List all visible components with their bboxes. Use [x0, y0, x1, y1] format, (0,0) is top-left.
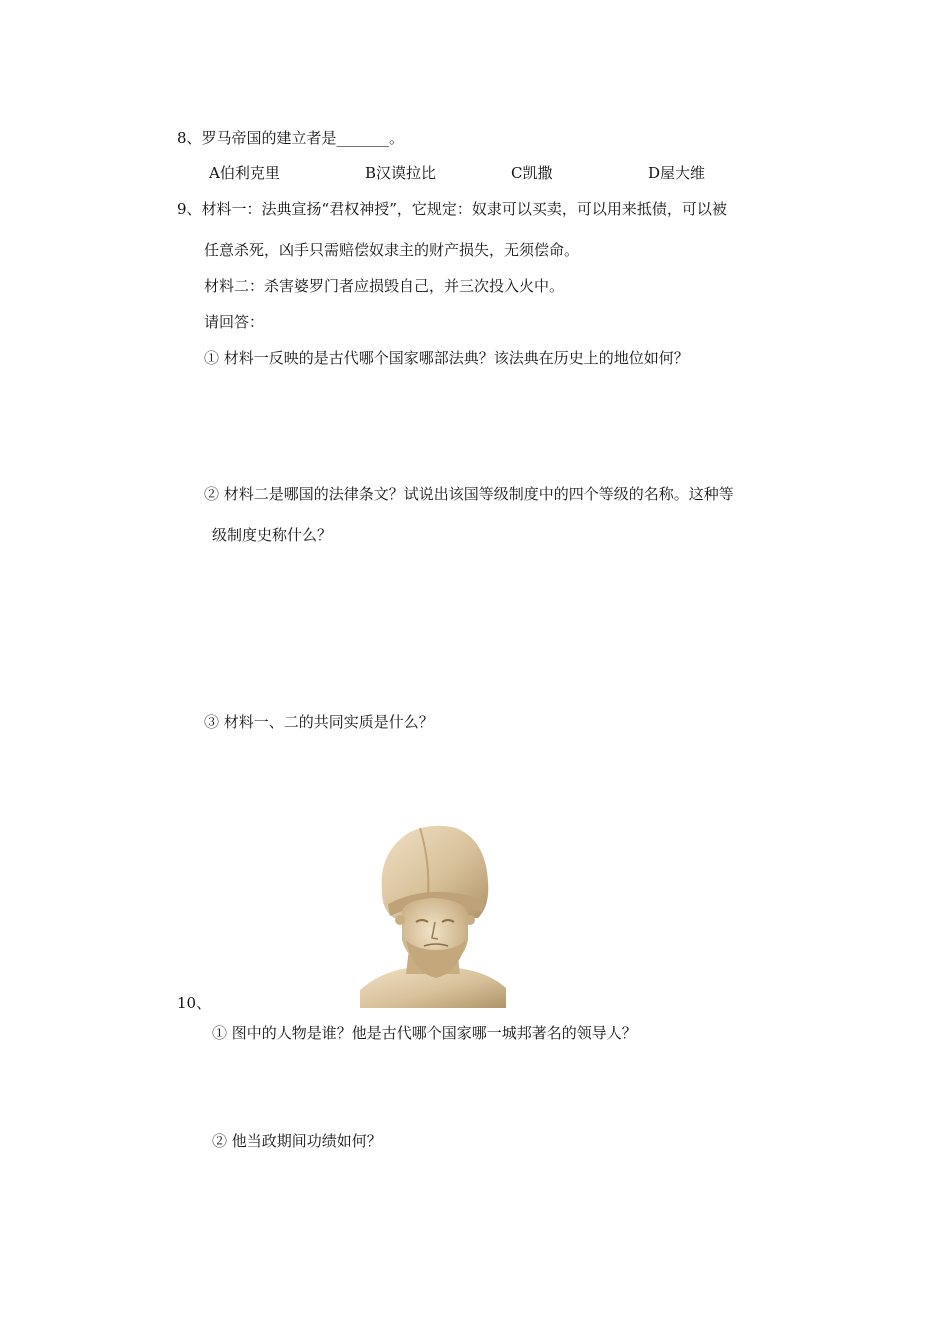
q10-sub2: ② 他当政期间功绩如何？ — [212, 1132, 382, 1150]
q10-sub1: ① 图中的人物是谁？他是古代哪个国家哪一城邦著名的领导人？ — [212, 1024, 637, 1042]
q9-sub2-line1: ② 材料二是哪国的法律条文？试说出该国等级制度中的四个等级的名称。这种等 — [204, 485, 734, 503]
q9-material1-line1: 9、材料一：法典宣扬“君权神授”，它规定：奴隶可以买卖，可以用来抵债，可以被 — [177, 200, 727, 218]
q9-sub2-line2: 级制度史称什么？ — [212, 526, 333, 544]
q9-material2: 材料二：杀害婆罗门者应损毁自己，并三次投入火中。 — [204, 277, 565, 295]
q9-prompt: 请回答： — [204, 313, 265, 331]
q8-option-d: D屋大维 — [648, 164, 706, 182]
q9-sub3: ③ 材料一、二的共同实质是什么？ — [204, 713, 434, 731]
pericles-bust-image — [360, 822, 506, 1008]
q8-stem: 8、罗马帝国的建立者是_______。 — [177, 129, 405, 147]
q9-sub1: ① 材料一反映的是古代哪个国家哪部法典？该法典在历史上的地位如何？ — [204, 349, 689, 367]
q8-option-a: A伯利克里 — [209, 164, 280, 182]
q8-option-b: B汉谟拉比 — [365, 164, 437, 182]
q10-number: 10、 — [177, 994, 212, 1012]
q8-option-c: C凯撒 — [511, 164, 553, 182]
q9-material1-line2: 任意杀死，凶手只需赔偿奴隶主的财产损失，无须偿命。 — [204, 241, 580, 259]
